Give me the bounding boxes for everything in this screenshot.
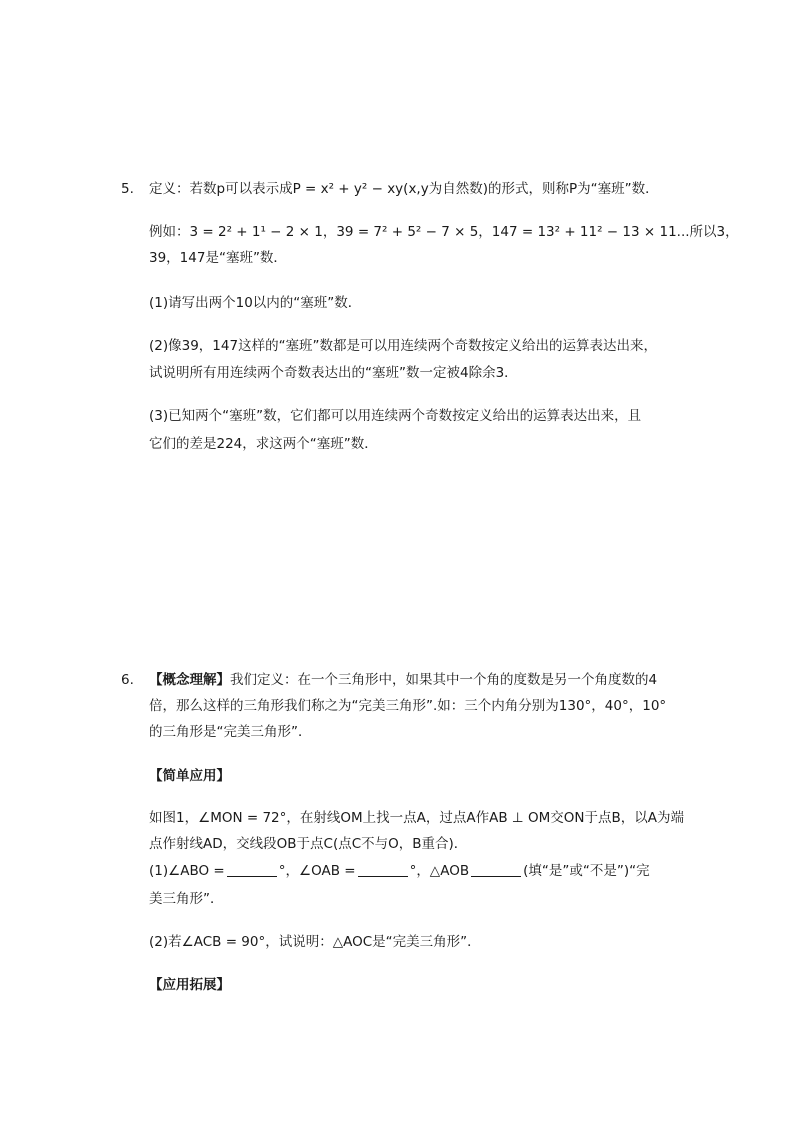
answer-blank-oab[interactable] <box>358 863 408 877</box>
q6-figure1-line2: 点作射线AD，交线段OB于点C(点C不与O，B重合)． <box>149 836 468 852</box>
q5-example-line1: 例如：3 = 2² + 1¹ − 2 × 1，39 = 7² + 5² − 7 × 5，147 = 13² + 11² − 13 × 11...所以3， <box>149 224 739 240</box>
q6-part1-line2: 美三角形”． <box>149 891 224 907</box>
q6-number: 6. <box>121 672 134 688</box>
q6-part1-abo: (1)∠ABO = <box>149 863 225 879</box>
q6-part1-tail: (填“是”或“不是”)“完 <box>523 863 650 879</box>
q6-figure1-line1: 如图1，∠MON = 72°，在射线OM上找一点A，过点A作AB ⊥ OM交ON于点B，以A为端 <box>149 810 684 826</box>
q6-concept-line3: 的三角形是“完美三角形”． <box>149 724 312 740</box>
q6-extension-heading: 【应用拓展】 <box>149 977 230 993</box>
q5-part1: (1)请写出两个10以内的“塞班”数． <box>149 295 362 311</box>
q6-concept-text: 我们定义：在一个三角形中，如果其中一个角的度数是另一个角度数的4 <box>230 672 658 688</box>
q5-number: 5. <box>121 181 134 197</box>
q5-example-line2: 39，147是“塞班”数． <box>149 250 287 266</box>
q6-part1-aob: °，△AOB <box>409 863 470 879</box>
q6-part1-line1 <box>149 862 650 880</box>
q6-simple-application-heading: 【简单应用】 <box>149 768 230 784</box>
q5-part2-line1: (2)像39，147这样的“塞班”数都是可以用连续两个奇数按定义给出的运算表达出来， <box>149 338 658 354</box>
q5-part3-line1: (3)已知两个“塞班”数，它们都可以用连续两个奇数按定义给出的运算表达出来，且 <box>149 408 642 424</box>
answer-blank-aob[interactable] <box>471 863 521 877</box>
q6-concept-heading: 【概念理解】 <box>149 672 230 688</box>
q5-definition: 定义：若数p可以表示成P = x² + y² − xy(x,y为自然数)的形式，则称P为“塞班”数． <box>149 181 659 197</box>
q5-part2-line2: 试说明所有用连续两个奇数表达出的“塞班”数一定被4除余3． <box>149 365 518 381</box>
q6-part2: (2)若∠ACB = 90°，试说明：△AOC是“完美三角形”． <box>149 934 481 950</box>
q6-concept-line1 <box>149 671 657 689</box>
q5-part3-line2: 它们的差是224，求这两个“塞班”数． <box>149 436 378 452</box>
answer-blank-abo[interactable] <box>227 863 277 877</box>
q6-part1-oab: °，∠OAB = <box>278 863 356 879</box>
q6-concept-line2: 倍，那么这样的三角形我们称之为“完美三角形”.如：三个内角分别为130°，40°，10° <box>149 698 667 714</box>
